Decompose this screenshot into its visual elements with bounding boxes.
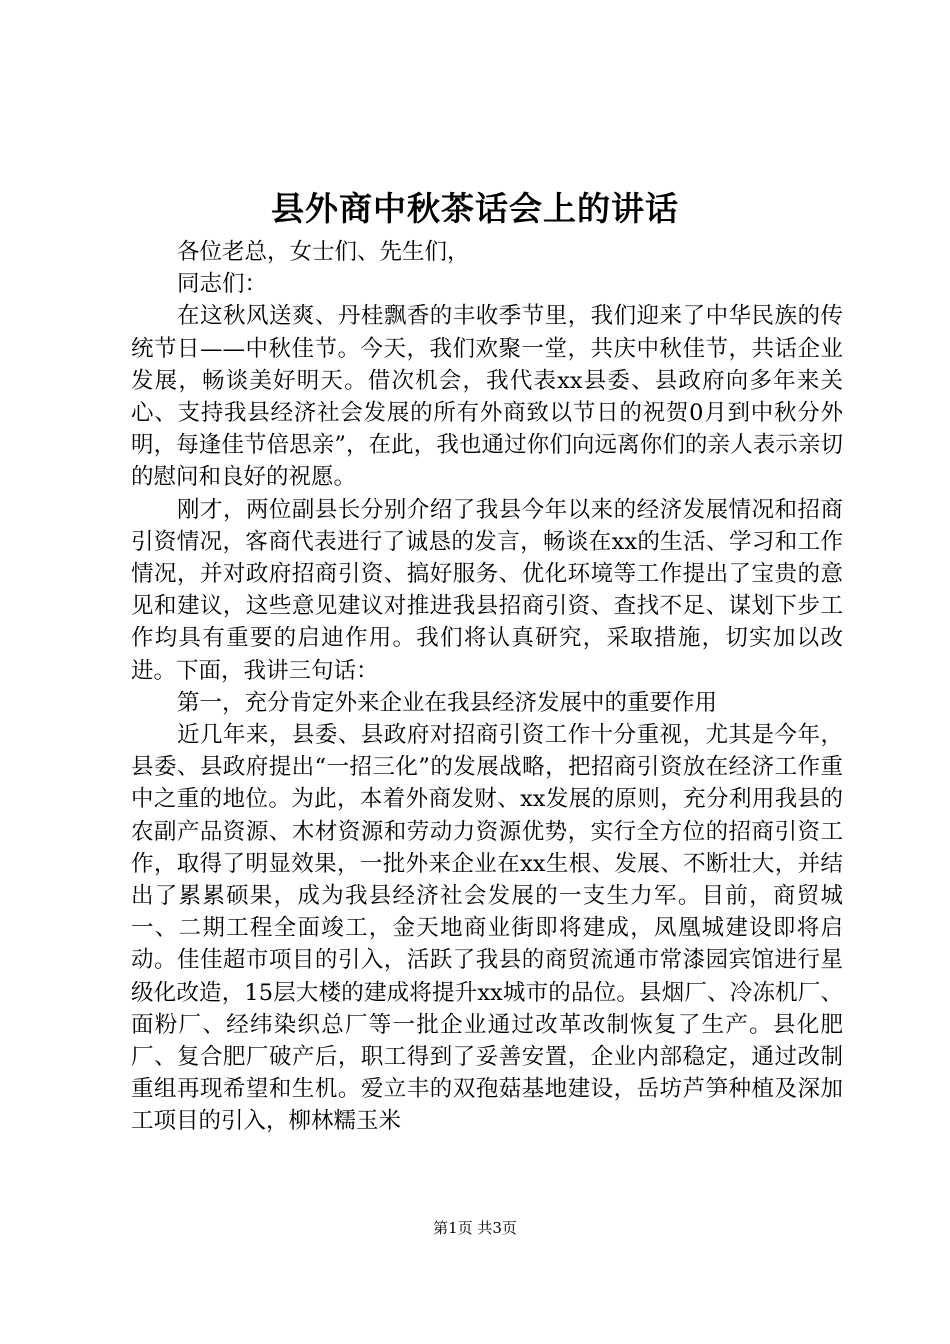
section-heading: 第一，充分肯定外来企业在我县经济发展中的重要作用	[177, 689, 718, 716]
salutation-line: 同志们：	[177, 271, 268, 298]
paragraph-opening: 在这秋风送爽、丹桂飘香的丰收季节里，我们迎来了中华民族的传统节日——中秋佳节。今天，我们欢聚一堂，共庆中秋佳节，共话企业发展，畅谈美好明天。借次机会，我代表xx县委、县政府向多年来关心、支持我县经济社会发展的所有外商致以节日的祝贺0月到中秋分外明，每逢佳节倍思亲”，在此，我也通过你们向远离你们的亲人表示亲切的慰问和良好的祝愿。	[131, 303, 843, 491]
salutation-line: 各位老总，女士们、先生们，	[177, 239, 470, 265]
paragraph-body: 近几年来，县委、县政府对招商引资工作十分重视，尤其是今年，县委、县政府提出“一招三化”的发展战略，把招商引资放在经济工作重中之重的地位。为此，本着外商发财、xx发展的原则，充分利用我县的农副产品资源、木材资源和劳动力资源优势，实行全方位的招商引资工作，取得了明显效果，一批外来企业在xx生根、发展、不断壮大，并结出了累累硕果，成为我县经济社会发展的一支生力军。目前，商贸城一、二期工程全面竣工，金天地商业街即将建成，凤凰城建设即将启动。佳佳超市项目的引入，活跃了我县的商贸流通市常漆园宾馆进行星级化改造，15层大楼的建成将提升xx城市的品位。县烟厂、冷冻机厂、面粉厂、经纬染织总厂等一批企业通过改革改制恢复了生产。县化肥厂、复合肥厂破产后，职工得到了妥善安置，企业内部稳定，通过改制重组再现希望和生机。爱立丰的双孢菇基地建设，岳坊芦笋种植及深加工项目的引入，柳林糯玉米	[131, 722, 843, 1135]
page-number: 第1页 共3页	[433, 1219, 517, 1237]
paragraph-intro: 刚才，两位副县长分别介绍了我县今年以来的经济发展情况和招商引资情况，客商代表进行了诚恳的发言，畅谈在xx的生活、学习和工作情况，并对政府招商引资、搞好服务、优化环境等工作提出了宝贵的意见和建议，这些意见建议对推进我县招商引资、查找不足、谋划下步工作均具有重要的启迪作用。我们将认真研究，采取措施，切实加以改进。下面，我讲三句话：	[131, 496, 843, 684]
document-body	[131, 236, 843, 1138]
document-title: 县外商中秋茶话会上的讲话	[271, 189, 679, 228]
